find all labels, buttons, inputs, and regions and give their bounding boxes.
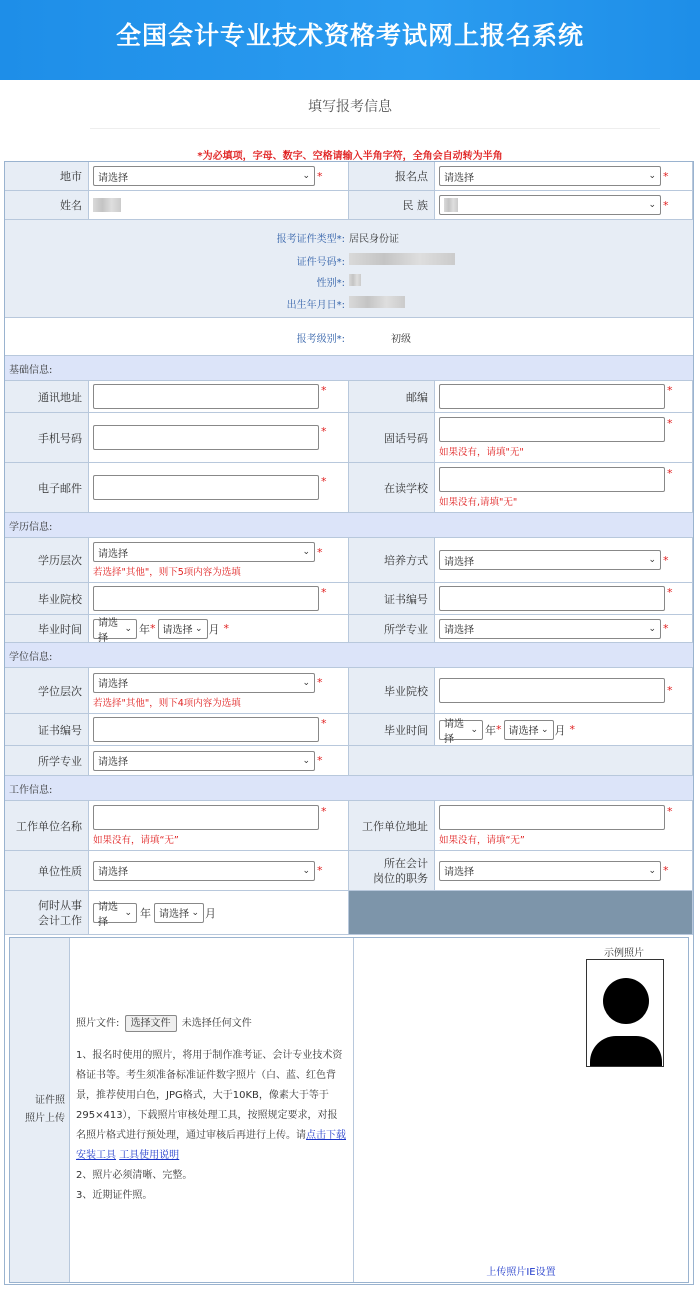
degree-cert-input[interactable]	[93, 717, 319, 742]
employer-hint: 如果没有，请填“无”	[93, 835, 179, 846]
since-label: 何时从事 会计工作	[5, 891, 89, 935]
photo-upload-label: 证件照 照片上传	[10, 938, 70, 1282]
required-mark: *	[569, 723, 575, 736]
required-mark: *	[663, 622, 669, 635]
mobile-cell	[89, 413, 349, 463]
degree-year-select[interactable]: 请选择 ⌄	[439, 720, 483, 740]
birth-redacted	[349, 296, 405, 308]
since-cell	[89, 891, 349, 935]
level-value: 初级	[391, 334, 411, 345]
photo-upload-area	[9, 937, 689, 1283]
ethnicity-label: 民 族	[349, 191, 435, 220]
work-address-label: 工作单位地址	[349, 801, 435, 851]
edu-major-label: 所学专业	[349, 615, 435, 643]
ethnicity-select[interactable]	[439, 195, 661, 215]
chevron-down-icon: ⌄	[648, 865, 656, 876]
ie-settings-link[interactable]: 上传照片IE设置	[486, 1267, 556, 1278]
gender-redacted	[349, 274, 361, 286]
edu-cert-cell	[435, 583, 693, 615]
edu-cert-label: 证书编号	[349, 583, 435, 615]
nature-label: 单位性质	[5, 851, 89, 891]
required-notice: *为必填项，字母、数字、空格请输入半角字符，全角会自动转为半角	[197, 151, 503, 162]
id-type-label: 报考证件类型*:	[276, 234, 345, 245]
mobile-label: 手机号码	[5, 413, 89, 463]
city-label: 地市	[5, 162, 89, 191]
edu-level-cell	[89, 538, 349, 583]
row-address	[5, 381, 693, 413]
degree-time-cell	[435, 714, 693, 746]
required-mark: *	[317, 169, 323, 183]
required-mark: *	[321, 475, 327, 488]
edu-time-label: 毕业时间	[5, 615, 89, 643]
phone-cell	[435, 413, 693, 463]
degree-major-cell	[89, 746, 349, 776]
degree-month-select[interactable]: 请选择 ⌄	[504, 720, 554, 740]
id-number-line	[5, 253, 693, 268]
nature-select[interactable]: 请选择 ⌄	[93, 861, 315, 881]
work-address-cell	[435, 801, 693, 851]
chevron-down-icon: ⌄	[648, 623, 656, 634]
mobile-input[interactable]	[93, 425, 319, 450]
position-cell	[435, 851, 693, 891]
required-mark: *	[667, 384, 673, 397]
sample-photo-image	[586, 959, 664, 1067]
required-mark: *	[667, 417, 673, 430]
required-mark: *	[317, 754, 323, 767]
section-work: 工作信息:	[5, 776, 693, 801]
row-degree-cert	[5, 714, 693, 746]
row-since	[5, 891, 693, 935]
position-label: 所在会计 岗位的职务	[349, 851, 435, 891]
id-type-line	[5, 230, 693, 245]
address-cell	[89, 381, 349, 413]
section-basic: 基础信息:	[5, 356, 693, 381]
file-chooser-line: 照片文件: 选择文件 未选择任何文件	[76, 1014, 347, 1034]
postcode-input[interactable]	[439, 384, 665, 409]
month-unit: 月	[554, 723, 566, 737]
level-row	[5, 318, 693, 356]
portrait-head-icon	[603, 978, 649, 1024]
row-degree-level	[5, 668, 693, 714]
edu-mode-cell	[435, 538, 693, 583]
year-unit: 年	[139, 622, 150, 636]
section-degree: 学位信息:	[5, 643, 693, 668]
id-number-redacted	[349, 253, 455, 265]
birth-label: 出生年月日*:	[286, 300, 345, 311]
edu-school-input[interactable]	[93, 586, 319, 611]
tool-manual-link[interactable]: 工具使用说明	[119, 1150, 180, 1161]
required-mark: *	[663, 864, 669, 877]
employer-cell	[89, 801, 349, 851]
level-line	[5, 330, 693, 345]
edu-level-hint: 若选择"其他"，则下5项内容为选填	[93, 567, 241, 578]
choose-file-button[interactable]: 选择文件	[125, 1015, 177, 1032]
edu-year-select[interactable]: 请选择 ⌄	[93, 619, 137, 639]
phone-hint: 如果没有，请填"无"	[439, 447, 524, 458]
edu-month-select[interactable]: 请选择 ⌄	[158, 619, 208, 639]
school-input[interactable]	[439, 467, 665, 492]
school-label: 在读学校	[349, 463, 435, 513]
level-label: 报考级别*:	[296, 334, 345, 345]
section-education: 学历信息:	[5, 513, 693, 538]
identity-block	[5, 220, 693, 318]
degree-school-input[interactable]	[439, 678, 665, 703]
chevron-down-icon: ⌄	[191, 907, 199, 918]
system-header	[0, 0, 700, 80]
row-edu-school	[5, 583, 693, 615]
id-type-value: 居民身份证	[349, 234, 399, 245]
row-nature	[5, 851, 693, 891]
required-mark: *	[317, 864, 323, 877]
blank-slate-cell	[349, 891, 693, 935]
required-mark: *	[317, 545, 323, 559]
degree-cert-cell	[89, 714, 349, 746]
required-mark: *	[150, 622, 156, 635]
degree-major-label: 所学专业	[5, 746, 89, 776]
chevron-down-icon: ⌄	[194, 623, 203, 634]
required-mark: *	[496, 723, 502, 736]
registration-form	[4, 161, 694, 1285]
name-redacted	[93, 198, 121, 212]
edu-cert-input[interactable]	[439, 586, 665, 611]
city-select[interactable]: 请选择 ⌄	[93, 166, 315, 186]
download-tool-link[interactable]: 点击下载安装工具	[76, 1130, 346, 1161]
required-mark: *	[663, 553, 669, 567]
edu-school-cell	[89, 583, 349, 615]
row-degree-major	[5, 746, 693, 776]
employer-label: 工作单位名称	[5, 801, 89, 851]
sample-photo-panel	[354, 938, 688, 1282]
edu-mode-select[interactable]: 请选择 ⌄	[439, 550, 661, 570]
name-cell	[89, 191, 349, 220]
degree-time-label: 毕业时间	[349, 714, 435, 746]
address-input[interactable]	[93, 384, 319, 409]
page-subtitle: 填写报考信息	[308, 99, 392, 115]
degree-level-label: 学位层次	[5, 668, 89, 714]
required-mark: *	[223, 622, 229, 635]
chevron-down-icon: ⌄	[302, 171, 310, 181]
photo-note-1: 1、报名时使用的照片，将用于制作准考证、会计专业技术资格证书等。考生须准备标准证件数字照片（白、蓝、红色背景，推荐使用白色，JPG格式，大于10KB，像素大于等于295×413），下载照片审核处理工具，按照规定要求，对报名照片格式进行预处理，通过审核后再进行上传。请点击下载安装工具 工具使用说明	[76, 1050, 346, 1161]
chevron-down-icon: ⌄	[302, 547, 310, 557]
degree-level-select[interactable]: 请选择 ⌄	[93, 673, 315, 693]
email-cell	[89, 463, 349, 513]
required-mark: *	[663, 169, 669, 183]
postcode-cell	[435, 381, 693, 413]
since-year-select[interactable]: 请选择 ⌄	[93, 903, 137, 923]
required-mark: *	[667, 684, 673, 697]
edu-time-cell	[89, 615, 349, 643]
employer-input[interactable]	[93, 805, 319, 830]
degree-school-label: 毕业院校	[349, 668, 435, 714]
chevron-down-icon: ⌄	[302, 865, 310, 876]
edu-level-select[interactable]: 请选择 ⌄	[93, 542, 315, 562]
row-edu-level	[5, 538, 693, 583]
month-unit: 月	[205, 906, 216, 920]
year-unit: 年	[140, 906, 151, 920]
chevron-down-icon: ⌄	[648, 200, 656, 210]
row-edu-time	[5, 615, 693, 643]
position-select[interactable]: 请选择 ⌄	[439, 861, 661, 881]
row-employer	[5, 801, 693, 851]
system-title: 全国会计专业技术资格考试网上报名系统	[115, 21, 584, 50]
degree-school-cell	[435, 668, 693, 714]
school-cell	[435, 463, 693, 513]
subtitle-divider	[90, 128, 660, 129]
chevron-down-icon: ⌄	[124, 907, 132, 918]
name-label: 姓名	[5, 191, 89, 220]
required-mark: *	[667, 805, 673, 818]
edu-mode-label: 培养方式	[349, 538, 435, 583]
edu-school-label: 毕业院校	[5, 583, 89, 615]
required-mark: *	[321, 717, 327, 730]
row-mobile	[5, 413, 693, 463]
gender-label: 性别*:	[316, 278, 345, 289]
required-mark: *	[321, 425, 327, 438]
month-unit: 月	[208, 622, 220, 636]
sample-photo-label: 示例照片	[604, 948, 644, 959]
postcode-label: 邮编	[349, 381, 435, 413]
email-label: 电子邮件	[5, 463, 89, 513]
degree-cert-label: 证书编号	[5, 714, 89, 746]
chevron-down-icon: ⌄	[470, 724, 478, 735]
email-input[interactable]	[93, 475, 319, 500]
chevron-down-icon: ⌄	[124, 623, 132, 634]
ethnicity-redacted	[444, 198, 458, 212]
since-month-select[interactable]: 请选择 ⌄	[154, 903, 204, 923]
file-status: 未选择任何文件	[181, 1018, 252, 1029]
row-name	[5, 191, 693, 220]
required-mark: *	[321, 805, 327, 818]
required-mark: *	[317, 676, 323, 689]
required-mark: *	[321, 384, 327, 397]
photo-upload-instructions	[70, 938, 354, 1282]
photo-note-2: 2、照片必须清晰、完整。	[76, 1170, 193, 1181]
chevron-down-icon: ⌄	[648, 555, 656, 565]
exam-site-label: 报名点	[349, 162, 435, 191]
degree-level-hint: 若选择"其他"，则下4项内容为选填	[93, 697, 241, 709]
work-address-input[interactable]	[439, 805, 665, 830]
row-city	[5, 162, 693, 191]
portrait-shoulder-icon	[590, 1036, 662, 1067]
degree-level-cell	[89, 668, 349, 714]
chevron-down-icon: ⌄	[302, 677, 310, 688]
exam-site-select[interactable]: 请选择 ⌄	[439, 166, 661, 186]
gender-line	[5, 274, 693, 289]
row-email	[5, 463, 693, 513]
nature-cell	[89, 851, 349, 891]
city-cell	[89, 162, 349, 191]
degree-major-select[interactable]: 请选择 ⌄	[93, 751, 315, 771]
id-number-label: 证件号码*:	[296, 257, 345, 268]
chevron-down-icon: ⌄	[302, 755, 310, 766]
phone-input[interactable]	[439, 417, 665, 442]
phone-label: 固话号码	[349, 413, 435, 463]
required-mark: *	[663, 198, 669, 212]
exam-site-cell	[435, 162, 693, 191]
required-mark: *	[667, 586, 673, 599]
empty-cell	[349, 746, 693, 776]
edu-major-cell	[435, 615, 693, 643]
edu-major-select[interactable]: 请选择 ⌄	[439, 619, 661, 639]
chevron-down-icon: ⌄	[540, 724, 549, 735]
edu-level-label: 学历层次	[5, 538, 89, 583]
photo-note-3: 3、近期证件照。	[76, 1190, 153, 1201]
birth-line	[5, 296, 693, 311]
year-unit: 年	[485, 723, 496, 737]
school-hint: 如果没有,请填"无"	[439, 497, 518, 508]
chevron-down-icon: ⌄	[648, 171, 656, 181]
ethnicity-cell	[435, 191, 693, 220]
required-mark: *	[667, 467, 673, 480]
work-address-hint: 如果没有，请填“无”	[439, 835, 525, 846]
address-label: 通讯地址	[5, 381, 89, 413]
required-mark: *	[321, 586, 327, 599]
